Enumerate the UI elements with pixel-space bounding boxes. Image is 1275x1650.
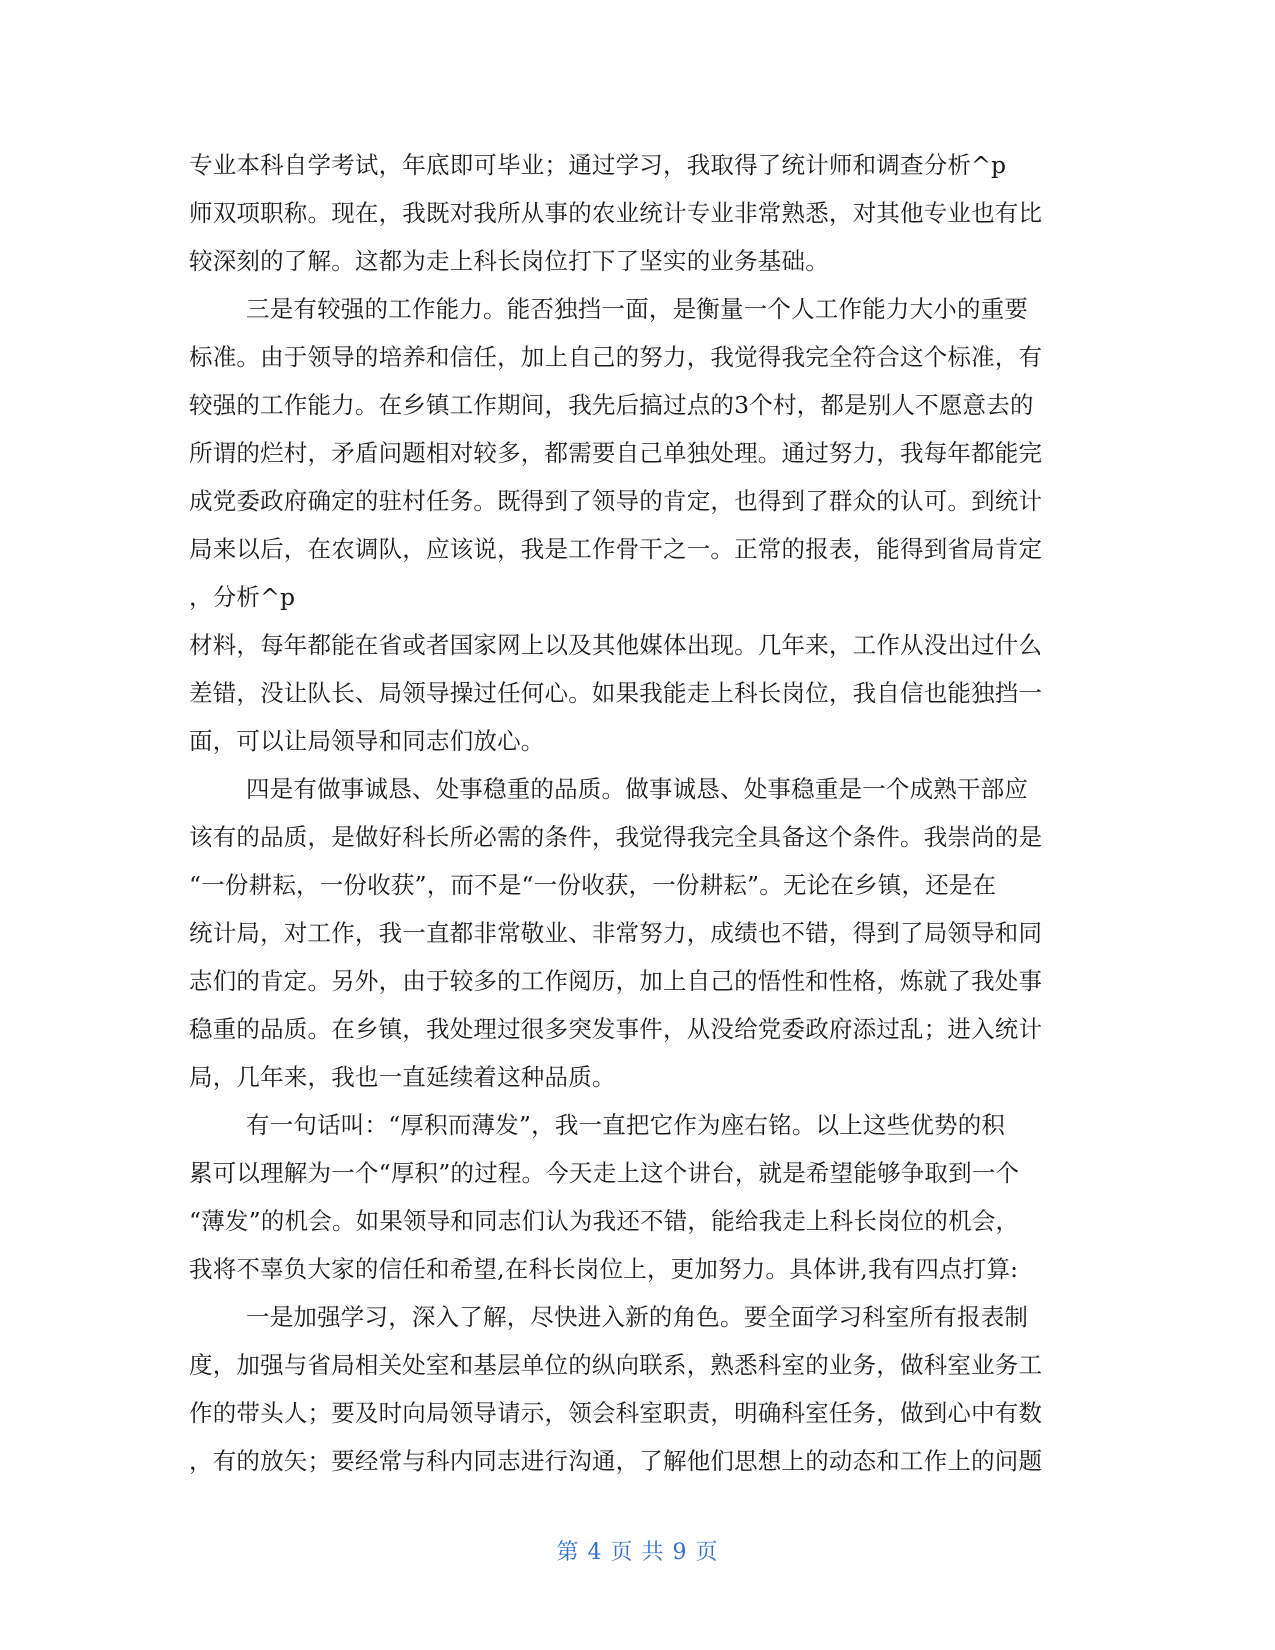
text-line: 作的带头人；要及时向局领导请示，领会科室职责，明确科室任务，做到心中有数 (189, 1399, 1043, 1427)
text-line: ，分析^p (189, 583, 296, 611)
text-line: 所谓的烂村，矛盾问题相对较多，都需要自己单独处理。通过努力，我每年都能完 (189, 439, 1043, 467)
paragraph-start-line: 四是有做事诚恳、处事稳重的品质。做事诚恳、处事稳重是一个成熟干部应 (246, 775, 1029, 803)
paragraph-start-line: 有一句话叫：“厚积而薄发”，我一直把它作为座右铭。以上这些优势的积 (246, 1111, 1006, 1139)
text-line: 稳重的品质。在乡镇，我处理过很多突发事件，从没给党委政府添过乱；进入统计 (189, 1015, 1043, 1043)
text-line: 差错，没让队长、局领导操过任何心。如果我能走上科长岗位，我自信也能独挡一 (189, 679, 1043, 707)
text-line: 累可以理解为一个“厚积”的过程。今天走上这个讲台，就是希望能够争取到一个 (189, 1159, 1020, 1187)
page-number-footer: 第 4 页 共 9 页 (556, 1540, 719, 1565)
text-line: 局，几年来，我也一直延续着这种品质。 (189, 1063, 616, 1091)
text-line: 志们的肯定。另外，由于较多的工作阅历，加上自己的悟性和性格，炼就了我处事 (189, 967, 1043, 995)
text-line: 材料，每年都能在省或者国家网上以及其他媒体出现。几年来，工作从没出过什么 (189, 631, 1043, 659)
text-line: 局来以后，在农调队，应该说，我是工作骨干之一。正常的报表，能得到省局肯定 (189, 535, 1043, 563)
document-body (189, 141, 1089, 1485)
text-line: 专业本科自学考试，年底即可毕业；通过学习，我取得了统计师和调查分析^p (189, 151, 1007, 179)
text-line: 面，可以让局领导和同志们放心。 (189, 727, 545, 755)
text-line: 师双项职称。现在，我既对我所从事的农业统计专业非常熟悉，对其他专业也有比 (189, 199, 1043, 227)
text-line: 统计局，对工作，我一直都非常敬业、非常努力，成绩也不错，得到了局领导和同 (189, 919, 1043, 947)
paragraph-start-line: 一是加强学习，深入了解，尽快进入新的角色。要全面学习科室所有报表制 (246, 1303, 1029, 1331)
text-line: “薄发”的机会。如果领导和同志们认为我还不错，能给我走上科长岗位的机会， (189, 1207, 1020, 1235)
text-line: 成党委政府确定的驻村任务。既得到了领导的肯定，也得到了群众的认可。到统计 (189, 487, 1043, 515)
text-line: ，有的放矢；要经常与科内同志进行沟通，了解他们思想上的动态和工作上的问题 (189, 1447, 1043, 1475)
text-line: 较深刻的了解。这都为走上科长岗位打下了坚实的业务基础。 (189, 247, 829, 275)
text-line: 我将不辜负大家的信任和希望,在科长岗位上，更加努力。具体讲,我有四点打算: (189, 1255, 1019, 1283)
text-line: 度，加强与省局相关处室和基层单位的纵向联系，熟悉科室的业务，做科室业务工 (189, 1351, 1043, 1379)
paragraph-start-line: 三是有较强的工作能力。能否独挡一面，是衡量一个人工作能力大小的重要 (246, 295, 1029, 323)
text-line: 标准。由于领导的培养和信任，加上自己的努力，我觉得我完全符合这个标准，有 (189, 343, 1043, 371)
text-line: 该有的品质，是做好科长所必需的条件，我觉得我完全具备这个条件。我崇尚的是 (189, 823, 1043, 851)
text-line: 较强的工作能力。在乡镇工作期间，我先后搞过点的3个村，都是别人不愿意去的 (189, 391, 1034, 419)
text-line: “一份耕耘，一份收获”，而不是“一份收获，一份耕耘”。无论在乡镇，还是在 (189, 871, 997, 899)
